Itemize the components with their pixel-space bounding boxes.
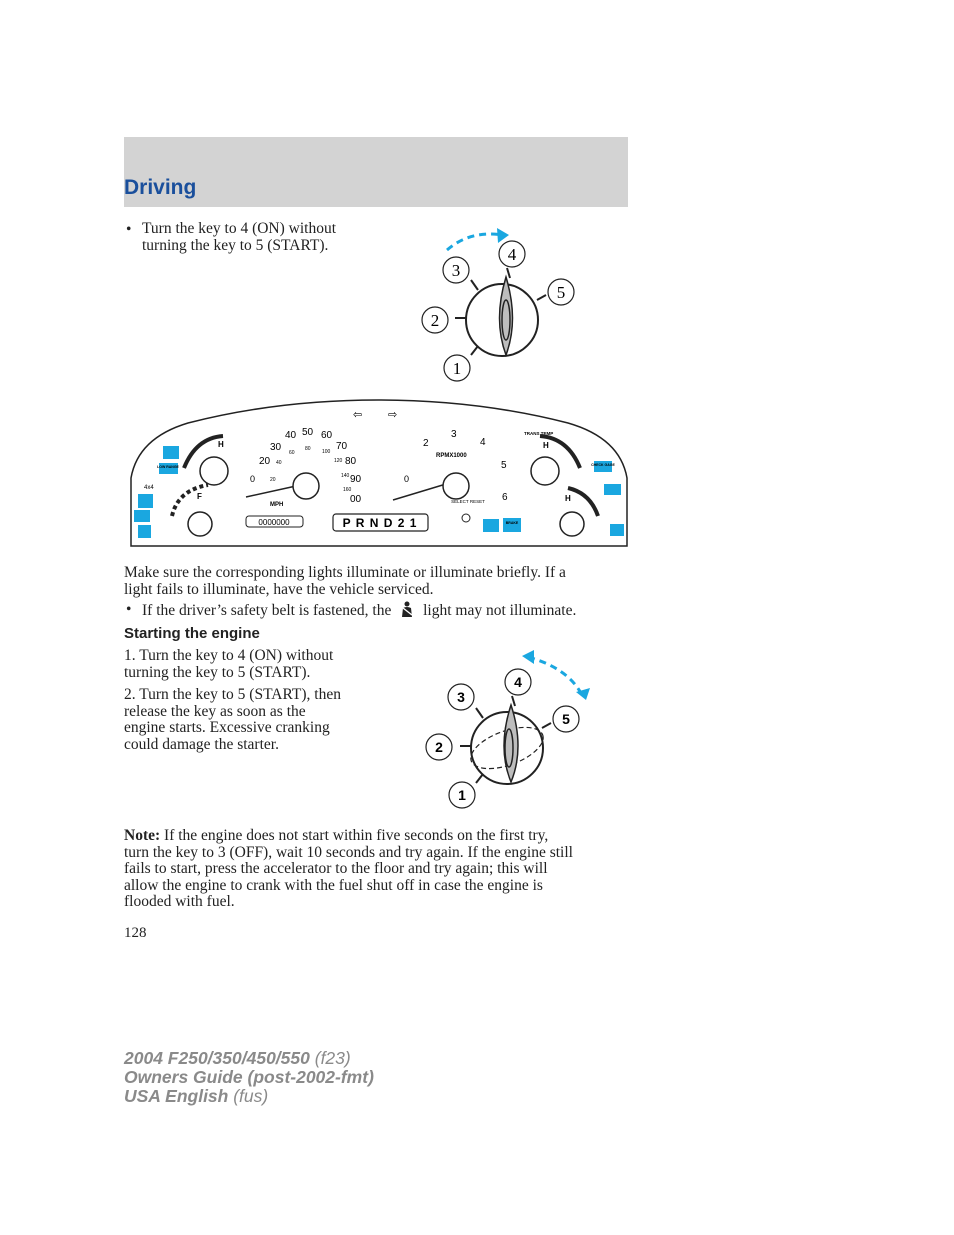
note-line: allow the engine to crank with the fuel shut off in case the engine is <box>124 876 543 894</box>
seatbelt-icon <box>138 525 151 538</box>
footer <box>124 1049 374 1106</box>
position-3: 3 <box>457 689 465 705</box>
bullet-line: Turn the key to 4 (ON) without <box>142 220 337 237</box>
speedo-hub <box>293 473 319 499</box>
section-title: Driving <box>124 176 197 199</box>
gauge-h: H <box>543 441 549 450</box>
footer-lang-code: (fus) <box>228 1086 269 1106</box>
four-by-four-label: 4x4 <box>144 485 154 491</box>
kmh-label: 140 <box>341 473 350 479</box>
bullet-safety-belt <box>142 601 576 620</box>
tick <box>542 723 551 728</box>
oil-gauge-hub <box>560 512 584 536</box>
step-line: release the key as soon as the <box>124 702 306 720</box>
temp-gauge-hub <box>200 457 228 485</box>
trans-temp-label: TRANS TEMP <box>524 431 554 436</box>
speedo-label: 0 <box>250 474 256 484</box>
footer-language: USA English <box>124 1086 229 1106</box>
four-wheel-icon <box>163 446 179 459</box>
check-gage-label: CHECK GAGE <box>591 463 615 467</box>
fuel-gauge-hub <box>188 512 212 536</box>
ignition-diagram-start <box>420 650 595 815</box>
turn-signal-right-icon: ⇨ <box>388 409 398 421</box>
bullet-dot: • <box>126 601 132 618</box>
kmh-label: 60 <box>289 450 295 456</box>
position-5: 5 <box>562 711 570 727</box>
bullet-turn-key-on <box>142 221 336 254</box>
step-line: could damage the starter. <box>124 735 279 753</box>
airbag-icon <box>610 524 624 536</box>
tick <box>471 280 478 290</box>
turn-signal-left-icon: ⇦ <box>353 409 363 421</box>
tach-label: 3 <box>451 429 457 440</box>
arrow-head <box>522 650 534 664</box>
brake-label: BRAKE <box>505 521 519 525</box>
para-line: Make sure the corresponding lights illuminate or illuminate briefly. If a <box>124 564 566 581</box>
bullet-text-before: If the driver’s safety belt is fastened, the <box>142 602 392 619</box>
step-line: 1. Turn the key to 4 (ON) without <box>124 647 334 664</box>
tach-hub <box>443 473 469 499</box>
tach-label: 6 <box>502 492 508 503</box>
tick <box>476 708 483 718</box>
instrument-cluster <box>128 398 630 550</box>
bullet-dot: • <box>126 221 132 238</box>
bullet-text-after: light may not illuminate. <box>423 602 577 619</box>
position-1: 1 <box>452 359 462 378</box>
odometer: 0000000 <box>258 518 290 527</box>
page-number: 128 <box>124 925 147 941</box>
lights-paragraph <box>124 565 566 598</box>
kmh-label: 80 <box>305 446 311 452</box>
note-line: turn the key to 3 (OFF), wait 10 seconds and try again. If the engine still <box>124 843 573 861</box>
step-line: engine starts. Excessive cranking <box>124 719 330 736</box>
position-2: 2 <box>435 739 443 755</box>
position-4: 4 <box>507 245 517 264</box>
bullet-line: turning the key to 5 (START). <box>142 236 329 254</box>
speedo-label: 60 <box>321 430 333 441</box>
starting-heading: Starting the engine <box>124 625 260 642</box>
trans-temp-hub <box>531 457 559 485</box>
header-band <box>124 137 628 207</box>
step-1 <box>124 648 333 681</box>
arrow-head <box>497 228 509 243</box>
speedo-label: 50 <box>302 427 314 438</box>
tach-unit: RPMX1000 <box>436 453 467 459</box>
footer-model: 2004 F250/350/450/550 <box>124 1048 310 1068</box>
kmh-label: 20 <box>270 477 276 483</box>
anti-lock-icon <box>483 519 499 532</box>
speedo-label: 00 <box>350 494 362 505</box>
tach-label: 5 <box>501 460 507 471</box>
para-line: light fails to illuminate, have the vehicle serviced. <box>124 580 434 598</box>
select-reset-label: SELECT RESET <box>451 499 485 504</box>
tick <box>476 774 483 783</box>
ignition-diagram-on <box>415 220 590 385</box>
prndl: P R N D 2 1 <box>342 516 418 530</box>
note-line: flooded with fuel. <box>124 893 235 910</box>
speedo-label: 30 <box>270 442 282 453</box>
seatbelt-icon <box>398 601 416 617</box>
speedo-label: 90 <box>350 474 362 485</box>
step-2 <box>124 687 341 753</box>
gauge-f: F <box>197 492 202 501</box>
tach-label: 4 <box>480 437 486 448</box>
speedo-label: 40 <box>285 430 297 441</box>
position-4: 4 <box>514 674 522 690</box>
speedo-label: 20 <box>259 456 271 467</box>
footer-code: (f23) <box>309 1048 351 1068</box>
note-line: fails to start, press the accelerator to the floor and try again; this will <box>124 860 548 877</box>
tick <box>537 295 546 300</box>
gauge-h: H <box>218 440 224 449</box>
gauge-h: H <box>565 494 571 503</box>
speedo-label: 70 <box>336 441 348 452</box>
battery-icon <box>604 484 621 495</box>
position-1: 1 <box>458 787 466 803</box>
note-line: If the engine does not start within five seconds on the first try, <box>160 827 549 844</box>
speedo-unit: MPH <box>270 502 284 508</box>
footer-guide: Owners Guide (post-2002-fmt) <box>124 1067 374 1087</box>
note-paragraph <box>124 828 573 911</box>
fuel-icon <box>138 494 153 508</box>
position-2: 2 <box>430 311 440 330</box>
position-5: 5 <box>556 283 566 302</box>
step-line: 2. Turn the key to 5 (START), then <box>124 686 341 703</box>
check-engine-icon <box>134 510 150 522</box>
kmh-label: 120 <box>334 458 343 464</box>
note-label: Note: <box>124 827 161 844</box>
kmh-label: 160 <box>343 487 352 493</box>
select-reset-button <box>462 514 470 522</box>
arrow-dash <box>447 234 503 250</box>
tick <box>507 268 510 278</box>
arrow-dash <box>528 657 582 695</box>
speedo-label: 80 <box>345 456 357 467</box>
kmh-label: 40 <box>276 460 282 466</box>
kmh-label: 100 <box>322 449 331 455</box>
low-range-label: LOW RANGE <box>157 465 179 469</box>
tach-label: 2 <box>423 438 429 449</box>
step-line: turning the key to 5 (START). <box>124 663 311 681</box>
tach-label: 0 <box>404 474 410 484</box>
tick <box>471 346 478 355</box>
position-3: 3 <box>451 261 461 280</box>
tick <box>512 696 515 706</box>
